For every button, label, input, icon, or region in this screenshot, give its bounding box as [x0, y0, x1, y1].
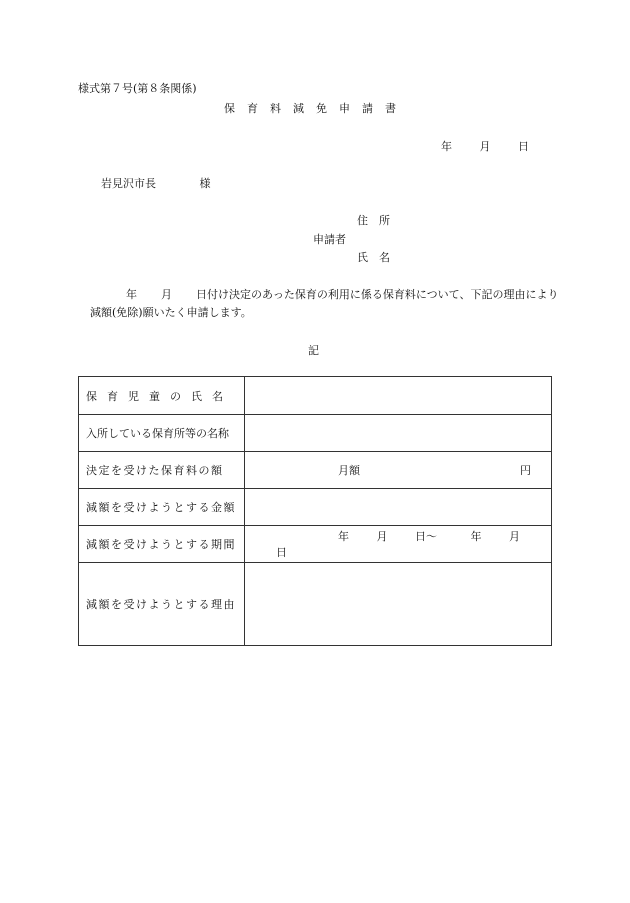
row-label: 入所している保育所等の名称	[79, 415, 245, 452]
form-number: 様式第７号(第８条関係)	[78, 82, 197, 95]
table-row	[79, 489, 552, 526]
facility-name-field[interactable]	[245, 415, 552, 452]
reduction-reason-field[interactable]	[245, 563, 552, 646]
addressee-honorific: 様	[199, 177, 211, 190]
date-day-label: 日	[518, 140, 529, 153]
application-table	[78, 376, 552, 646]
addressee	[101, 175, 211, 191]
date-month-label: 月	[479, 140, 491, 153]
period-day2: 日	[276, 546, 287, 559]
period-year1: 年	[338, 530, 349, 543]
row-label: 減額を受けようとする金額	[79, 489, 245, 526]
period-year2: 年	[470, 530, 482, 543]
page-title: 保育料減免申請書	[224, 102, 408, 115]
date-line	[441, 138, 529, 154]
period-month1: 月	[376, 530, 388, 543]
addressee-name: 岩見沢市長	[101, 177, 156, 190]
row-label: 減額を受けようとする期間	[79, 526, 245, 563]
body-text: 日付け決定のあった保育の利用に係る保育料について、下記の理由により減額(免除)願いたく申請します。	[90, 288, 559, 319]
row-label: 保育児童の氏名	[79, 377, 245, 415]
body-paragraph	[90, 286, 560, 322]
period-day1: 日～	[415, 530, 437, 543]
table-row	[79, 452, 552, 489]
ki-heading: 記	[308, 344, 319, 357]
table-row	[79, 415, 552, 452]
reduction-period-field[interactable]	[245, 526, 552, 563]
table-row	[79, 377, 552, 415]
table-row	[79, 526, 552, 563]
address-label: 住 所	[357, 214, 390, 227]
yen-label: 円	[520, 464, 531, 477]
reduction-amount-field[interactable]	[245, 489, 552, 526]
row-label: 減額を受けようとする理由	[79, 563, 245, 646]
applicant-label: 申請者	[313, 233, 346, 246]
period-month2: 月	[509, 530, 520, 543]
table-row	[79, 563, 552, 646]
fee-amount-field[interactable]	[245, 452, 552, 489]
row-label: 決定を受けた保育料の額	[79, 452, 245, 489]
body-month: 月	[161, 288, 172, 301]
body-year: 年	[126, 288, 137, 301]
child-name-field[interactable]	[245, 377, 552, 415]
date-year-label: 年	[441, 140, 452, 153]
monthly-label: 月額	[338, 464, 360, 477]
name-label: 氏 名	[357, 251, 390, 264]
